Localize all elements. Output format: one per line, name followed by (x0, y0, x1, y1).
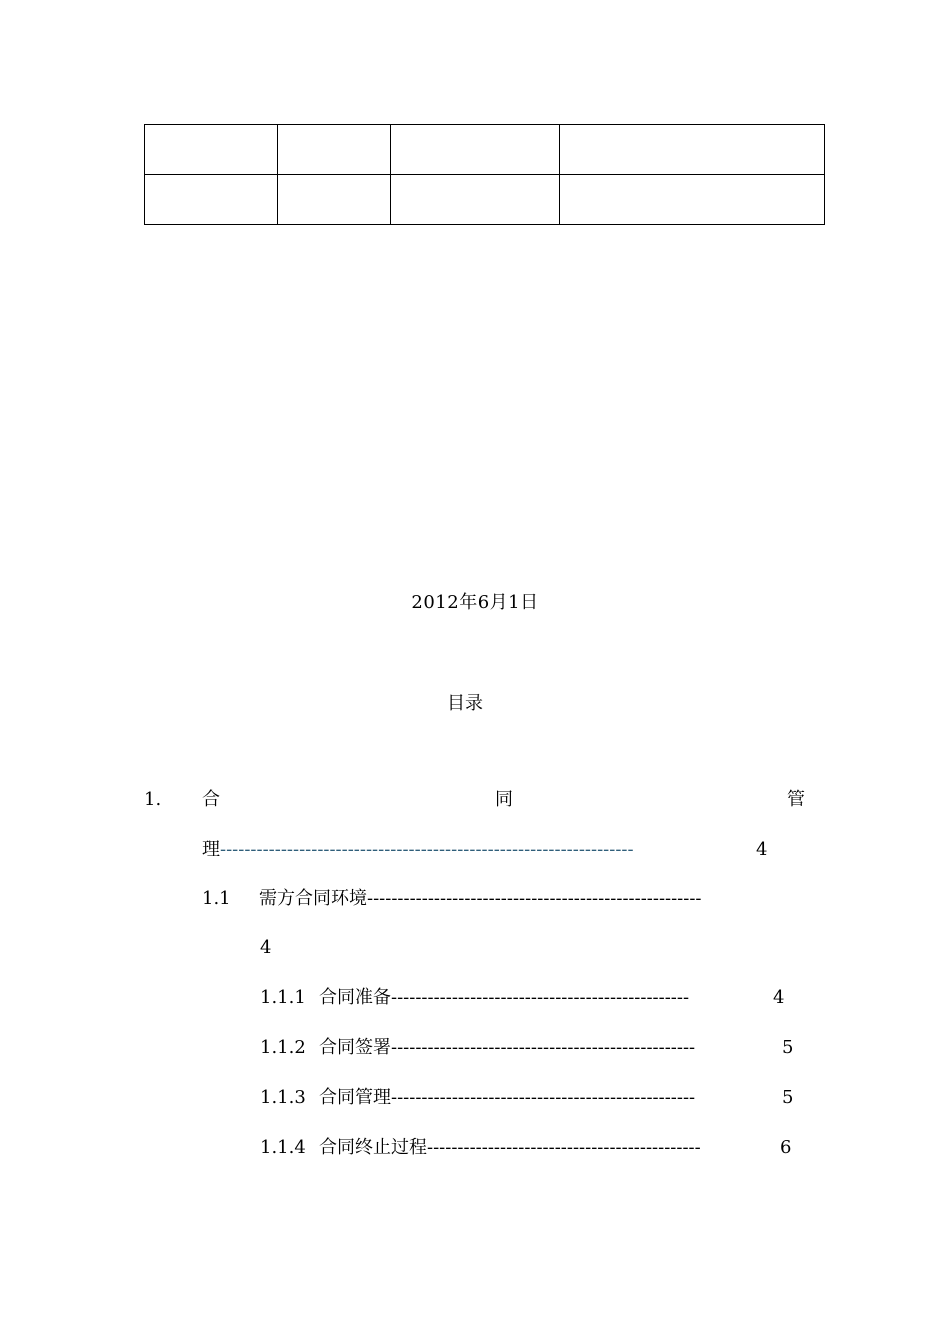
toc-page-number: 6 (780, 1137, 792, 1158)
toc-page-number: 4 (773, 987, 785, 1008)
toc-entry-1-continuation[interactable] (202, 838, 767, 862)
toc-title: 目录 (447, 693, 483, 714)
toc-entry-1-1-1[interactable] (260, 986, 784, 1010)
toc-entry-title: 需方合同环境 (259, 888, 367, 909)
toc-entry-title: 合同管理 (319, 1087, 391, 1108)
toc-entry-title: 合同准备 (319, 987, 391, 1008)
table-cell (391, 175, 560, 225)
table-row (145, 175, 825, 225)
toc-entry-title: 合同终止过程 (319, 1137, 427, 1158)
toc-entry-1-heading[interactable] (144, 788, 808, 812)
toc-entry-1-1-3[interactable] (260, 1086, 793, 1110)
table-cell (278, 175, 391, 225)
table-cell (560, 125, 825, 175)
toc-entry-1-1-2[interactable] (260, 1036, 793, 1060)
toc-page-number: 5 (782, 1037, 794, 1058)
toc-entry-number: 1.1.3 (260, 1087, 306, 1108)
toc-entry-number: 1.1.4 (260, 1137, 306, 1158)
toc-entry-title-part: 合 (202, 789, 220, 810)
table-cell (391, 125, 560, 175)
toc-entry-number: 1.1.1 (260, 987, 306, 1008)
table-cell (145, 175, 278, 225)
revision-table (144, 124, 825, 225)
table-cell (560, 175, 825, 225)
toc-entry-1-1[interactable] (202, 887, 795, 911)
toc-entry-title: 合同签署 (319, 1037, 391, 1058)
toc-page-number: 5 (782, 1087, 794, 1108)
toc-leader: -------------------------------------------------- (391, 1037, 696, 1058)
toc-leader: --------------------------------------------- (427, 1137, 701, 1158)
toc-page-number: 4 (260, 937, 272, 958)
table-row (145, 125, 825, 175)
toc-leader: -------------------------------------------------------------------- (220, 839, 634, 860)
toc-entry-1-1-4[interactable] (260, 1136, 791, 1160)
toc-entry-title: 理 (202, 839, 220, 860)
toc-entry-number: 1. (144, 789, 162, 810)
table-cell (278, 125, 391, 175)
toc-entry-title-part: 同 (495, 789, 513, 810)
toc-leader: ------------------------------------------------- (391, 987, 690, 1008)
toc-entry-number: 1.1 (202, 888, 231, 909)
toc-leader: ------------------------------------------------------- (367, 888, 702, 909)
table-cell (145, 125, 278, 175)
toc-leader: -------------------------------------------------- (391, 1087, 696, 1108)
document-date: 2012年6月1日 (411, 592, 539, 613)
toc-page-number: 4 (756, 839, 768, 860)
toc-entry-1-1-page[interactable] (260, 936, 271, 960)
toc-entry-title-part: 管 (787, 789, 805, 810)
toc-entry-number: 1.1.2 (260, 1037, 306, 1058)
